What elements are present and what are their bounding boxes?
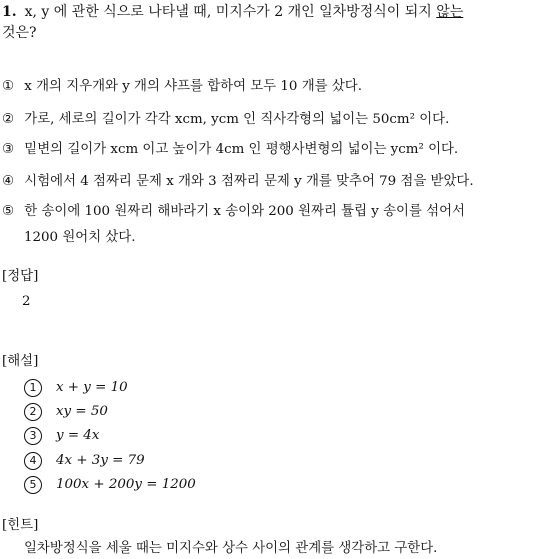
option-1 bbox=[2, 76, 532, 98]
solution-item-2-number: 2 bbox=[24, 403, 42, 421]
solution-label: [해설] bbox=[2, 354, 39, 369]
solution-item-1 bbox=[24, 377, 128, 400]
option-5 bbox=[2, 201, 532, 223]
option-1-text: x 개의 지우개와 y 개의 샤프를 합하여 모두 10 개를 샀다. bbox=[24, 79, 362, 94]
solution-item-5-expression: 100x + 200y = 1200 bbox=[56, 477, 196, 492]
option-3-number: ③ bbox=[2, 142, 15, 157]
option-2-text: 가로, 세로의 길이가 각각 xcm, ycm 인 직사각형의 넓이는 50cm² 이다. bbox=[24, 112, 450, 127]
option-5-text: 한 송이에 100 원짜리 해바라기 x 송이와 200 원짜리 튤립 y 송이를 섞어서 bbox=[24, 204, 465, 219]
question-number: 1. bbox=[2, 4, 17, 20]
solution-item-1-expression: x + y = 10 bbox=[56, 380, 128, 395]
hint-label: [힌트] bbox=[2, 518, 39, 533]
solution-item-5 bbox=[24, 474, 196, 497]
question-text-line2: 것은? bbox=[2, 25, 37, 41]
solution-item-5-number: 5 bbox=[24, 476, 42, 494]
solution-item-3 bbox=[24, 425, 99, 448]
question-text: x, y 에 관한 식으로 나타낼 때, 미지수가 2 개인 일차방정식이 되지 bbox=[24, 4, 432, 20]
hint-text: 일차방정식을 세울 때는 미지수와 상수 사이의 관계를 생각하고 구한다. bbox=[24, 541, 438, 556]
answer-value: 2 bbox=[22, 294, 31, 309]
solution-item-4 bbox=[24, 450, 145, 473]
question-block bbox=[2, 2, 530, 44]
option-4-number: ④ bbox=[2, 174, 15, 189]
option-1-number: ① bbox=[2, 79, 15, 94]
option-3-text: 밑변의 길이가 xcm 이고 높이가 4cm 인 평행사변형의 넓이는 ycm² 이다. bbox=[24, 142, 459, 157]
option-5-continued: 1200 원어치 샀다. bbox=[24, 230, 136, 245]
answer-label: [정답] bbox=[2, 269, 39, 284]
option-3 bbox=[2, 139, 532, 161]
solution-item-3-number: 3 bbox=[24, 427, 42, 445]
solution-item-2 bbox=[24, 401, 108, 424]
option-4 bbox=[2, 171, 532, 193]
option-4-text: 시험에서 4 점짜리 문제 x 개와 3 점짜리 문제 y 개를 맞추어 79 점을 받았다. bbox=[24, 174, 474, 189]
option-2 bbox=[2, 109, 532, 131]
solution-item-1-number: 1 bbox=[24, 379, 42, 397]
option-2-number: ② bbox=[2, 112, 15, 127]
solution-item-3-expression: y = 4x bbox=[56, 428, 100, 443]
option-5-number: ⑤ bbox=[2, 204, 15, 219]
solution-item-4-number: 4 bbox=[24, 452, 42, 470]
question-underlined-word: 않는 bbox=[436, 4, 464, 20]
solution-item-2-expression: xy = 50 bbox=[56, 404, 108, 419]
solution-item-4-expression: 4x + 3y = 79 bbox=[56, 453, 145, 468]
